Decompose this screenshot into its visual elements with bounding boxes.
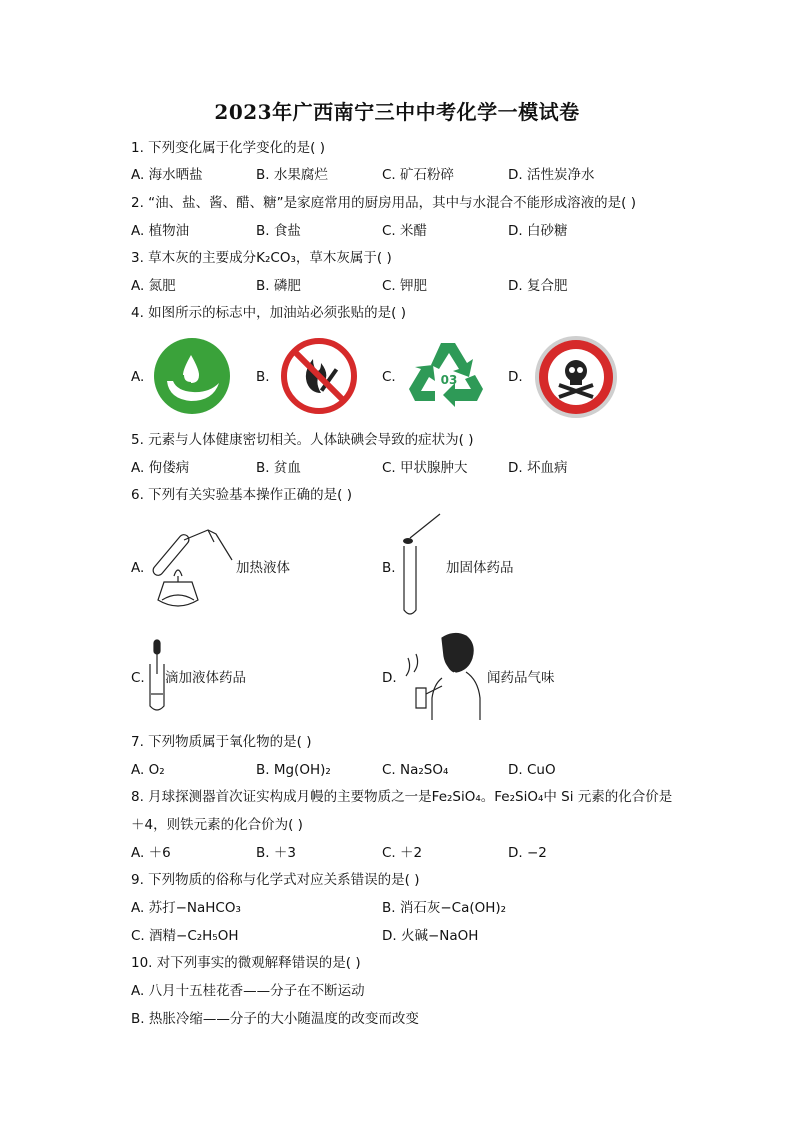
- q4-option-d[interactable]: D.: [508, 369, 523, 385]
- q6-caption-c: 滴加液体药品: [165, 670, 246, 686]
- q10-option-a[interactable]: A. 八月十五桂花香——分子在不断运动: [131, 983, 365, 999]
- q3-option-a[interactable]: A. 氮肥: [131, 278, 176, 294]
- q3-option-b[interactable]: B. 磷肥: [256, 278, 301, 294]
- q8-option-a[interactable]: A. ＋6: [131, 845, 171, 861]
- q5-option-b[interactable]: B. 贫血: [256, 460, 301, 476]
- adding-solid-diagram-icon: [398, 510, 448, 618]
- q5-option-c[interactable]: C. 甲状腺肿大: [382, 460, 468, 476]
- q5-option-a[interactable]: A. 佝偻病: [131, 460, 190, 476]
- q6-option-c[interactable]: C.: [131, 670, 145, 686]
- q2-option-c[interactable]: C. 米醋: [382, 223, 428, 239]
- question-1-stem: 1. 下列变化属于化学变化的是( ): [131, 140, 325, 156]
- q8-option-c[interactable]: C. ＋2: [382, 845, 423, 861]
- q7-option-a[interactable]: A. O₂: [131, 762, 165, 778]
- smelling-diagram-icon: [402, 628, 482, 722]
- dropping-liquid-diagram-icon: [145, 638, 169, 712]
- q9-option-c[interactable]: C. 酒精−C₂H₅OH: [131, 928, 239, 944]
- heating-liquid-diagram-icon: [148, 520, 238, 612]
- q6-caption-b: 加固体药品: [446, 560, 514, 576]
- question-9-stem: 9. 下列物质的俗称与化学式对应关系错误的是( ): [131, 872, 420, 888]
- question-4-stem: 4. 如图所示的标志中，加油站必须张贴的是( ): [131, 305, 406, 321]
- q2-option-b[interactable]: B. 食盐: [256, 223, 301, 239]
- question-8-stem-line2: ＋4，则铁元素的化合价为( ): [131, 817, 303, 833]
- q7-option-d[interactable]: D. CuO: [508, 762, 556, 778]
- q7-option-b[interactable]: B. Mg(OH)₂: [256, 762, 331, 778]
- poison-sign-icon[interactable]: [533, 335, 619, 419]
- q2-option-d[interactable]: D. 白砂糖: [508, 223, 568, 239]
- question-6-stem: 6. 下列有关实验基本操作正确的是( ): [131, 487, 352, 503]
- q8-option-d[interactable]: D. −2: [508, 845, 547, 861]
- q9-option-a[interactable]: A. 苏打−NaHCO₃: [131, 900, 241, 916]
- question-8-stem: 8. 月球探测器首次证实构成月幔的主要物质之一是Fe₂SiO₄。Fe₂SiO₄中 Si 元素的化合价是: [131, 789, 673, 805]
- recycle-code: 03: [440, 373, 458, 387]
- q10-option-b[interactable]: B. 热胀冷缩——分子的大小随温度的改变而改变: [131, 1011, 419, 1027]
- q9-option-b[interactable]: B. 消石灰−Ca(OH)₂: [382, 900, 507, 916]
- question-10-stem: 10. 对下列事实的微观解释错误的是( ): [131, 955, 361, 971]
- question-5-stem: 5. 元素与人体健康密切相关。人体缺碘会导致的症状为( ): [131, 432, 474, 448]
- q1-option-a[interactable]: A. 海水晒盐: [131, 167, 203, 183]
- q7-option-c[interactable]: C. Na₂SO₄: [382, 762, 449, 778]
- question-7-stem: 7. 下列物质属于氧化物的是( ): [131, 734, 312, 750]
- q3-option-c[interactable]: C. 钾肥: [382, 278, 428, 294]
- exam-title: 2023年广西南宁三中中考化学一模试卷: [214, 100, 580, 124]
- recycle-sign-icon[interactable]: [403, 337, 493, 417]
- q8-option-b[interactable]: B. ＋3: [256, 845, 296, 861]
- no-fire-sign-icon[interactable]: [279, 337, 359, 415]
- q6-caption-d: 闻药品气味: [487, 670, 555, 686]
- q6-caption-a: 加热液体: [236, 560, 290, 576]
- question-2-stem: 2. “油、盐、酱、醋、糖”是家庭常用的厨房用品，其中与水混合不能形成溶液的是( ): [131, 195, 636, 211]
- q4-option-c[interactable]: C.: [382, 369, 396, 385]
- q6-option-b[interactable]: B.: [382, 560, 396, 576]
- q1-option-b[interactable]: B. 水果腐烂: [256, 167, 328, 183]
- q3-option-d[interactable]: D. 复合肥: [508, 278, 568, 294]
- q5-option-d[interactable]: D. 坏血病: [508, 460, 568, 476]
- water-saving-sign-icon[interactable]: [153, 337, 231, 415]
- q6-option-a[interactable]: A.: [131, 560, 145, 576]
- q1-option-c[interactable]: C. 矿石粉碎: [382, 167, 455, 183]
- q6-option-d[interactable]: D.: [382, 670, 397, 686]
- question-3-stem: 3. 草木灰的主要成分K₂CO₃，草木灰属于( ): [131, 250, 392, 266]
- q9-option-d[interactable]: D. 火碱−NaOH: [382, 928, 479, 944]
- q2-option-a[interactable]: A. 植物油: [131, 223, 190, 239]
- q4-option-b[interactable]: B.: [256, 369, 270, 385]
- q4-option-a[interactable]: A.: [131, 369, 145, 385]
- q1-option-d[interactable]: D. 活性炭净水: [508, 167, 595, 183]
